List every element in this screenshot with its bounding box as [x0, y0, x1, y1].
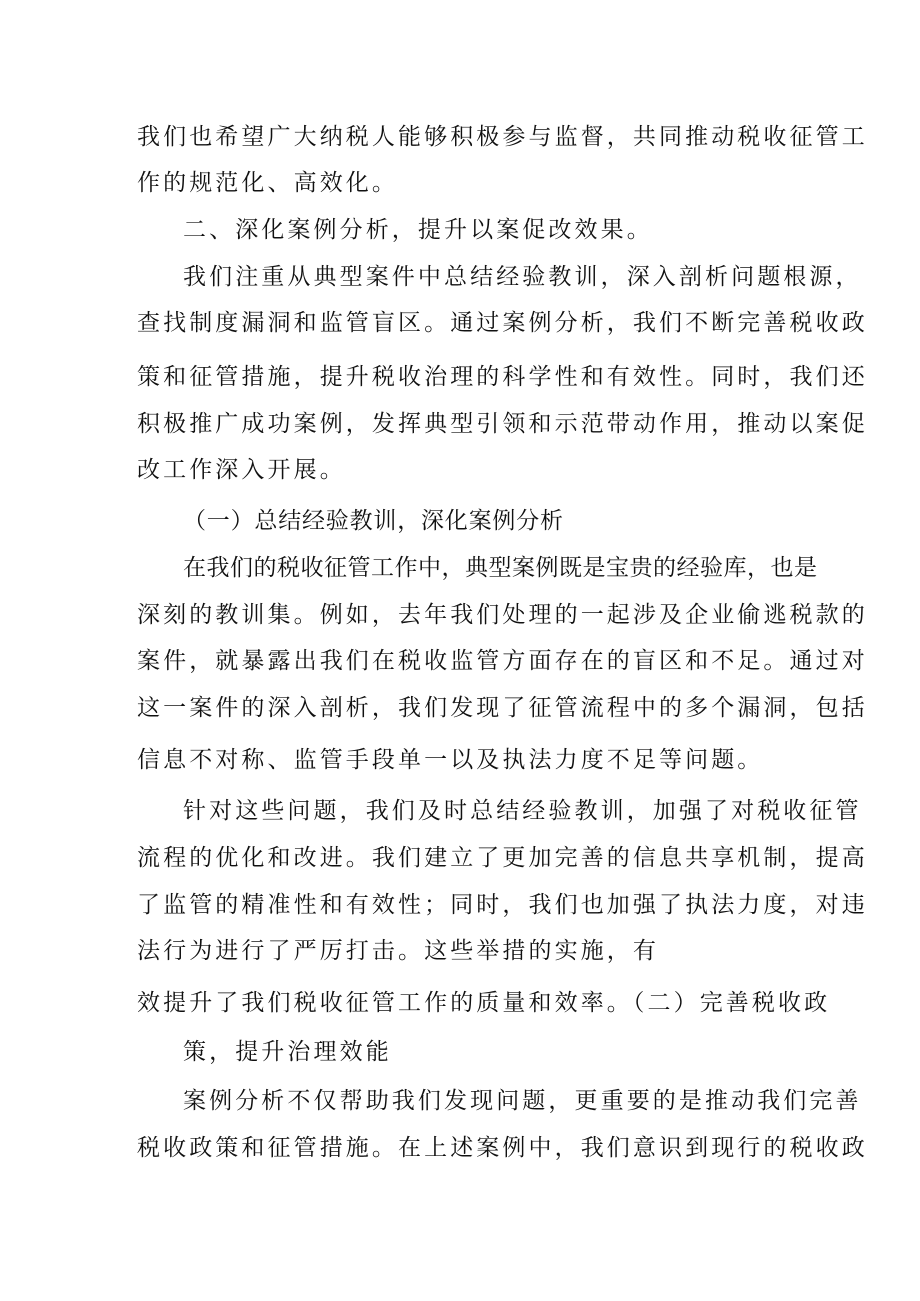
text-line: 作的规范化、高效化。 [137, 170, 398, 196]
text-line: 效提升了我们税收征管工作的质量和效率。（二）完善税收政 [137, 990, 831, 1016]
text-line: 积极推广成功案例，发挥典型引领和示范带动作用，推动以案促 [137, 411, 868, 437]
text-line: 这一案件的深入剖析，我们发现了征管流程中的多个漏洞，包括 [137, 695, 868, 721]
text-line: 我们也希望广大纳税人能够积极参与监督，共同推动税收征管工 [137, 124, 868, 150]
text-line: 策和征管措施，提升税收治理的科学性和有效性。同时，我们还 [137, 364, 868, 390]
text-line: 针对这些问题，我们及时总结经验教训，加强了对税收征管 [183, 798, 862, 824]
text-line: 查找制度漏洞和监管盲区。通过案例分析，我们不断完善税收政 [137, 310, 868, 336]
text-line: 改工作深入开展。 [137, 457, 346, 483]
subsection-heading: （一）总结经验教训，深化案例分析 [183, 508, 564, 534]
text-line: 策，提升治理效能 [183, 1039, 392, 1065]
text-line: 案件，就暴露出我们在税收监管方面存在的盲区和不足。通过对 [137, 648, 868, 674]
text-line: 在我们的税收征管工作中，典型案例既是宝贵的经验库，也是 [183, 555, 818, 581]
text-line: 我们注重从典型案件中总结经验教训，深入剖析问题根源， [183, 264, 862, 290]
text-line: 案例分析不仅帮助我们发现问题，更重要的是推动我们完善 [183, 1088, 862, 1114]
text-line: 税收政策和征管措施。在上述案例中，我们意识到现行的税收政 [137, 1135, 868, 1161]
text-line: 信息不对称、监管手段单一以及执法力度不足等问题。 [137, 747, 764, 773]
text-line: 法行为进行了严厉打击。这些举措的实施，有 [137, 938, 659, 964]
section-heading: 二、深化案例分析，提升以案促改效果。 [183, 217, 653, 243]
text-line: 流程的优化和改进。我们建立了更加完善的信息共享机制，提高 [137, 845, 868, 871]
text-line: 深刻的教训集。例如，去年我们处理的一起涉及企业偷逃税款的 [137, 602, 868, 628]
text-line: 了监管的精准性和有效性；同时，我们也加强了执法力度，对违 [137, 892, 868, 918]
